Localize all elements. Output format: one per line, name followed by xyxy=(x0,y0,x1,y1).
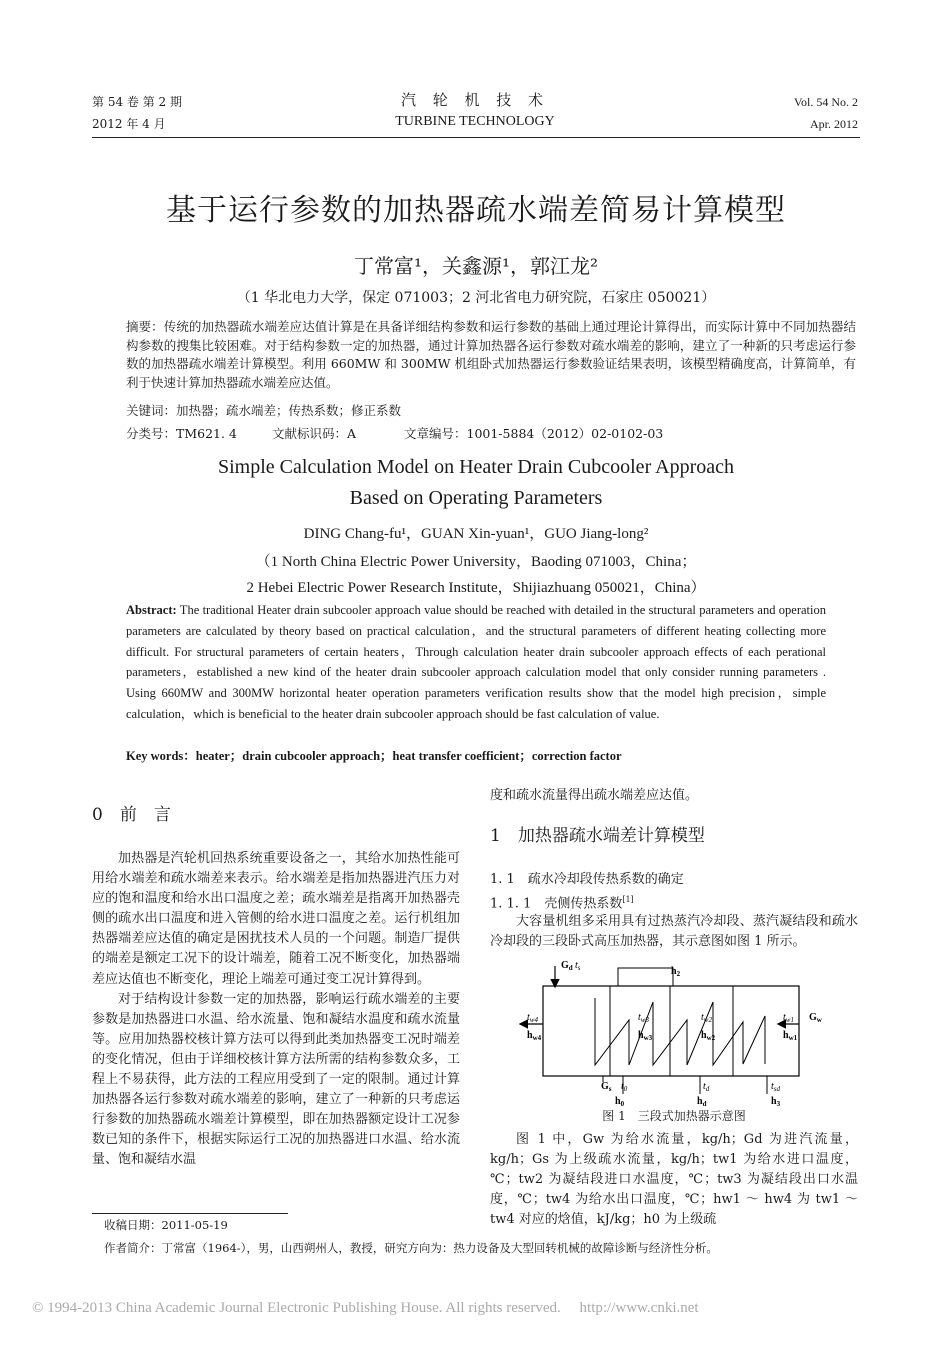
classification-number: 分类号：TM621. 4 xyxy=(126,426,237,441)
baffle-line xyxy=(595,998,765,1065)
label-Gs: $G_s$ xyxy=(601,1081,612,1093)
english-abstract xyxy=(126,600,826,725)
authors: 丁常富¹，关鑫源¹，郭江龙² xyxy=(353,254,599,278)
label-hw4: $h_{w4}$ xyxy=(527,1030,542,1042)
label-hw2: $h_{w2}$ xyxy=(701,1030,716,1042)
journal-issue: 第 54 卷 第 2 期 xyxy=(92,95,182,109)
document-code: 文献标识码：A xyxy=(272,426,357,441)
section-0-heading: 0 前 言 xyxy=(92,805,171,825)
abstract-cn: 摘要：传统的加热器疏水端差应达值计算是在具备详细结构参数和运行参数的基础上通过理论计算得出，而实际计算中不同加热器结构参数的搜集比较困难。对于结构参数一定的加热器，通过计算加热器各运行参数对疏水端差的影响，建立了一种新的只考虑运行参数的加热器疏水端差计算模型。利用 660MW 和 300MW 机组卧式加热器运行参数验证结果表明，该模型精确度高，计算简单，有利于快速计算加热器疏水端差应达值。 xyxy=(126,319,856,390)
journal-date: 2012 年 4 月 xyxy=(92,117,166,131)
article-number: 文章编号：1001-5884（2012）02-0102-03 xyxy=(404,426,664,441)
steam-loop xyxy=(618,968,673,986)
paper-title: 基于运行参数的加热器疏水端差简易计算模型 xyxy=(166,193,786,228)
subsection-1-1-1 xyxy=(490,890,634,914)
subsection-1-1-1-text: 1. 1. 1 壳侧传热系数 xyxy=(490,896,623,912)
label-h3: $h_3$ xyxy=(771,1096,781,1106)
subsection-1-1: 1. 1 疏水冷却段传热系数的确定 xyxy=(490,872,684,887)
label-Gd: $G_d$ xyxy=(561,960,573,972)
paragraph: 图 1 中，Gw 为给水流量，kg/h；Gd 为进汽流量，kg/h；Gs 为上级疏水流量，kg/h；tw1 为给水进口温度，℃；tw2 为凝结段进口水温度，℃；tw3 为凝结段出口水温度，℃；tw4 为给水出口温度，℃；hw1 ～ hw4 为 tw1 ～ tw4 对应的焓值，kJ/kg；h0 为上级疏 xyxy=(490,1132,858,1228)
paragraph: 加热器是汽轮机回热系统重要设备之一，其给水加热性能可用给水端差和疏水端差来表示。给水端差是指加热器进汽压力对应的饱和温度和给水出口温度之差；疏水端差是指离开加热器壳侧的疏水出口温度和进入管侧的给水进口温度之差。运行机组加热器端差应达值的确定是困扰技术人员的一个问题。制造厂提供的端差是额定工况下的设计端差，随着工况不断变化，加热器端差应达值也不断变化，理论上端差可通过变工况计算得到。 xyxy=(92,851,460,987)
label-t0: $t_0$ xyxy=(621,1081,628,1093)
heater-diagram xyxy=(505,958,850,1106)
journal-name-cn: 汽 轮 机 技 术 xyxy=(400,91,550,109)
label-h0: $h_0$ xyxy=(615,1096,625,1106)
citation: [1] xyxy=(622,895,634,904)
label-ts: $t_s$ xyxy=(575,960,581,972)
left-column-body xyxy=(92,849,460,1171)
affiliation: （1 华北电力大学，保定 071003；2 河北省电力研究院，石家庄 050021） xyxy=(236,290,716,306)
section-1-heading: 1 加热器疏水端差计算模型 xyxy=(490,826,705,846)
footnote-received: 收稿日期：2011-05-19 xyxy=(104,1218,228,1232)
label-hd: $h_d$ xyxy=(697,1096,707,1106)
abstract-label: Abstract: xyxy=(126,603,177,617)
label-tw4: $t_{w4}$ xyxy=(527,1012,538,1024)
journal-name-en: TURBINE TECHNOLOGY xyxy=(395,114,555,129)
label-tw2: $t_{w2}$ xyxy=(701,1012,712,1024)
label-td: $t_d$ xyxy=(703,1081,710,1093)
paragraph: 对于结构设计参数一定的加热器，影响运行疏水端差的主要参数是加热器进口水温、给水流量、饱和凝结水温度和疏水流量等。应用加热器校核计算方法可以得到此类加热器变工况时端差的变化情况，但由于详细校核计算方法所需的结构参数众多，工程上不易获得，此方法的工程应用受到了一定的限制。通过计算加热器各运行参数对疏水端差的影响，建立了一种新的只考虑运行参数的加热器疏水端差计算模型，即在加热器额定设计工况参数已知的条件下，根据实际运行工况的加热器进口水温、给水流量、饱和凝结水温 xyxy=(92,991,460,1168)
right-paragraph-1 xyxy=(490,912,858,952)
english-keywords: Key words：heater；drain cubcooler approach；heat transfer coefficient；correction factor xyxy=(126,749,622,763)
english-title-line2: Based on Operating Parameters xyxy=(349,487,603,509)
journal-month: Apr. 2012 xyxy=(810,117,858,131)
figure-caption: 图 1 三段式加热器示意图 xyxy=(602,1109,746,1123)
heater-shell xyxy=(543,986,799,1076)
journal-volume: Vol. 54 No. 2 xyxy=(793,95,858,109)
keywords-cn: 关键词：加热器；疏水端差；传热系数；修正系数 xyxy=(126,403,402,418)
footnote-author: 作者简介：丁常富（1964-），男，山西朔州人，教授，研究方向为：热力设备及大型回转机械的故障诊断与经济性分析。 xyxy=(104,1241,718,1255)
english-title-line1: Simple Calculation Model on Heater Drain Cubcooler Approach xyxy=(218,456,734,478)
label-hw1: $h_{w1}$ xyxy=(783,1030,798,1042)
label-tw1: $t_{w1}$ xyxy=(783,1012,794,1024)
label-Gw: $G_w$ xyxy=(809,1012,822,1024)
label-tw3: $t_{w3}$ xyxy=(638,1012,649,1024)
right-paragraph-2 xyxy=(490,1130,858,1230)
paragraph: 大容量机组多采用具有过热蒸汽冷却段、蒸汽凝结段和疏水冷却段的三段卧式高压加热器，其示意图如图 1 所示。 xyxy=(490,914,858,950)
copyright-watermark: © 1994-2013 China Academic Journal Electronic Publishing House. All rights reserved. http://www.cnki.net xyxy=(32,1300,699,1316)
english-authors: DING Chang-fu¹，GUAN Xin-yuan¹，GUO Jiang-long² xyxy=(303,526,649,542)
header-rule xyxy=(92,137,860,138)
label-tsd: $t_{sd}$ xyxy=(771,1081,781,1093)
label-hw3: $h_{w3}$ xyxy=(638,1030,653,1042)
english-affiliation-2: 2 Hebei Electric Power Research Institute，Shijiazhuang 050021，China） xyxy=(246,580,706,596)
label-h2: $h_2$ xyxy=(671,966,681,978)
english-affiliation-1: （1 North China Electric Power University，Baoding 071003，China； xyxy=(255,554,697,570)
right-continuation: 度和疏水流量得出疏水端差应达值。 xyxy=(490,788,699,803)
footnote-rule xyxy=(92,1213,288,1214)
abstract-text: The traditional Heater drain subcooler approach value should be reached with detailed in the structural parameters and operation parameters are calculated by theory based on practical calculation，and the structural parameters of different heating collecting more difficult. For structural parameters of certain heaters，Through calculation heater drain subcooler approach effects of each perational parameters，established a new kind of the heater drain subcooler approach calculation model that only consider running parameters . Using 660MW and 300MW horizontal heater operation parameters verification results show that the model high precision，simple calculation，which is beneficial to the heater drain subcooler approach should be fast calculation of value. xyxy=(126,603,826,721)
